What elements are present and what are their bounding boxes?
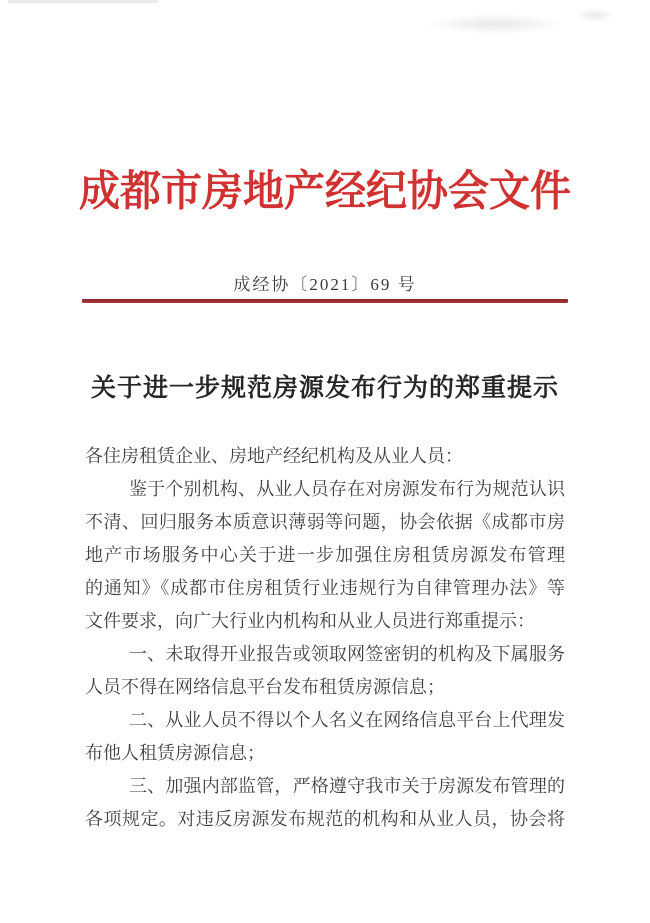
scan-artifact [575, 8, 615, 22]
body-line: 的通知》《成都市住房租赁行业违规行为自律管理办法》等 [85, 578, 565, 598]
body-line: 一、未取得开业报告或领取网签密钥的机构及下属服务 [129, 644, 565, 664]
body-line: 不清、回归服务本质意识薄弱等问题，协会依据《成都市房 [85, 512, 565, 532]
scan-artifact [8, 0, 158, 3]
document-title: 关于进一步规范房源发布行为的郑重提示 [90, 375, 559, 402]
body-line: 布他人租赁房源信息； [85, 743, 265, 763]
body-line: 各项规定。对违反房源发布规范的机构和从业人员，协会将 [85, 809, 565, 829]
body-line-salutation: 各住房租赁企业、房地产经纪机构及从业人员： [85, 446, 463, 466]
red-divider-line [82, 299, 568, 303]
body-line: 文件要求，向广大行业内机构和从业人员进行郑重提示： [85, 611, 535, 631]
document-number: 成经协〔2021〕69 号 [233, 275, 417, 294]
body-line: 人员不得在网络信息平台发布租赁房源信息； [85, 677, 445, 697]
document-body [85, 440, 565, 836]
body-line: 地产市场服务中心关于进一步加强住房租赁房源发布管理 [85, 545, 565, 565]
body-line: 二、从业人员不得以个人名义在网络信息平台上代理发 [129, 710, 565, 730]
scan-artifact [425, 14, 565, 34]
document-header-title: 成都市房地产经纪协会文件 [79, 167, 571, 215]
body-line: 鉴于个别机构、从业人员存在对房源发布行为规范认识 [129, 479, 565, 499]
body-line: 三、加强内部监管，严格遵守我市关于房源发布管理的 [129, 776, 565, 796]
